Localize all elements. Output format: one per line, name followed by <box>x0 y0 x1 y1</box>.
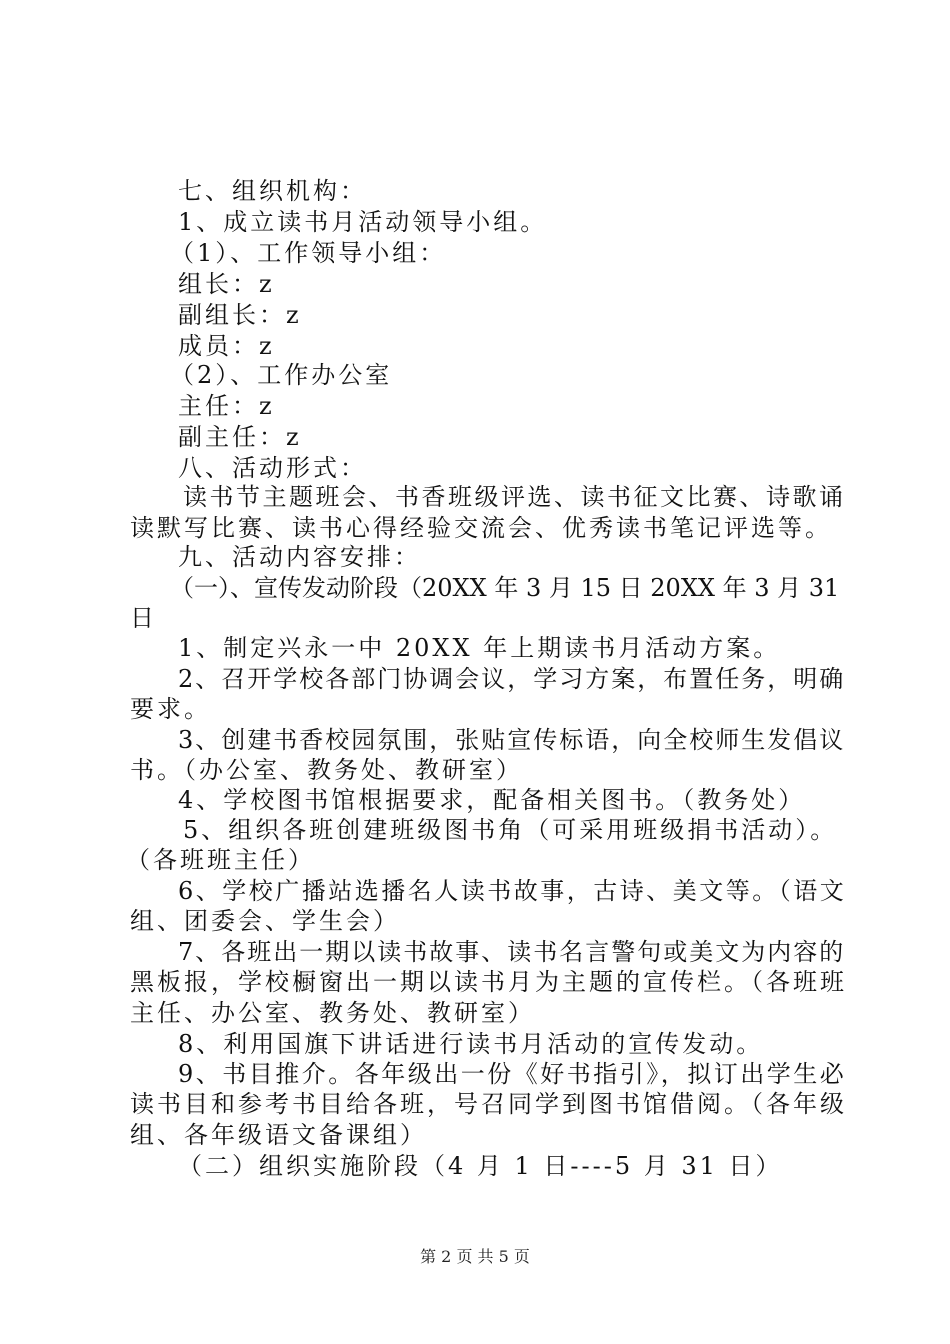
text-line: 4、学校图书馆根据要求，配备相关图书。（教务处） <box>178 786 806 814</box>
text-line: 1、制定兴永一中 20XX 年上期读书月活动方案。 <box>178 634 781 662</box>
page-footer: 第 2 页 共 5 页 <box>420 1247 530 1266</box>
text-line: 组、团委会、学生会） <box>130 907 400 935</box>
section-heading: 九、活动内容安排： <box>178 543 421 571</box>
text-line: （一）、宣传发动阶段（20XX 年 3 月 15 日 20XX 年 3 月 31 <box>170 574 840 602</box>
text-line: 读书节主题班会、书香班级评选、读书征文比赛、诗歌诵 <box>183 483 846 511</box>
text-line: 副组长：z <box>178 301 302 329</box>
text-line: 组、各年级语文备课组） <box>130 1121 427 1149</box>
text-line: 日 <box>130 604 157 632</box>
text-line: 2、召开学校各部门协调会议，学习方案，布置任务，明确 <box>178 665 846 693</box>
text-line: 7、各班出一期以读书故事、读书名言警句或美文为内容的 <box>178 938 846 966</box>
text-line: 3、创建书香校园氛围，张贴宣传标语，向全校师生发倡议 <box>178 726 846 754</box>
text-line: 主任、办公室、教务处、教研室） <box>130 999 535 1027</box>
text-line: （1）、工作领导小组： <box>170 239 447 267</box>
text-line: 副主任：z <box>178 423 302 451</box>
text-line: 6、学校广播站选播名人读书故事，古诗、美文等。（语文 <box>178 877 847 905</box>
section-heading: 七、组织机构： <box>178 177 367 205</box>
text-line: 要求。 <box>130 695 211 723</box>
text-line: 5、组织各班创建班级图书角（可采用班级捐书活动）。 <box>183 816 838 844</box>
text-line: 9、书目推介。各年级出一份《好书指引》，拟订出学生必 <box>178 1060 847 1088</box>
text-line: 黑板报，学校橱窗出一期以读书月为主题的宣传栏。（各班班 <box>130 968 847 996</box>
text-line: 主任：z <box>178 392 275 420</box>
text-line: （2）、工作办公室 <box>170 361 393 389</box>
text-line: 组长：z <box>178 270 275 298</box>
text-line: 书。（办公室、教务处、教研室） <box>130 756 523 784</box>
text-line: （各班班主任） <box>126 846 315 874</box>
section-heading: （二）组织实施阶段（4 月 1 日----5 月 31 日） <box>178 1152 783 1180</box>
text-line: 1、成立读书月活动领导小组。 <box>178 208 548 236</box>
text-line: 读书目和参考书目给各班，号召同学到图书馆借阅。（各年级 <box>130 1090 847 1118</box>
text-line: 8、利用国旗下讲话进行读书月活动的宣传发动。 <box>178 1030 764 1058</box>
text-line: 成员：z <box>178 332 275 360</box>
text-line: 读默写比赛、读书心得经验交流会、优秀读书笔记评选等。 <box>130 514 832 542</box>
section-heading: 八、活动形式： <box>178 454 367 482</box>
